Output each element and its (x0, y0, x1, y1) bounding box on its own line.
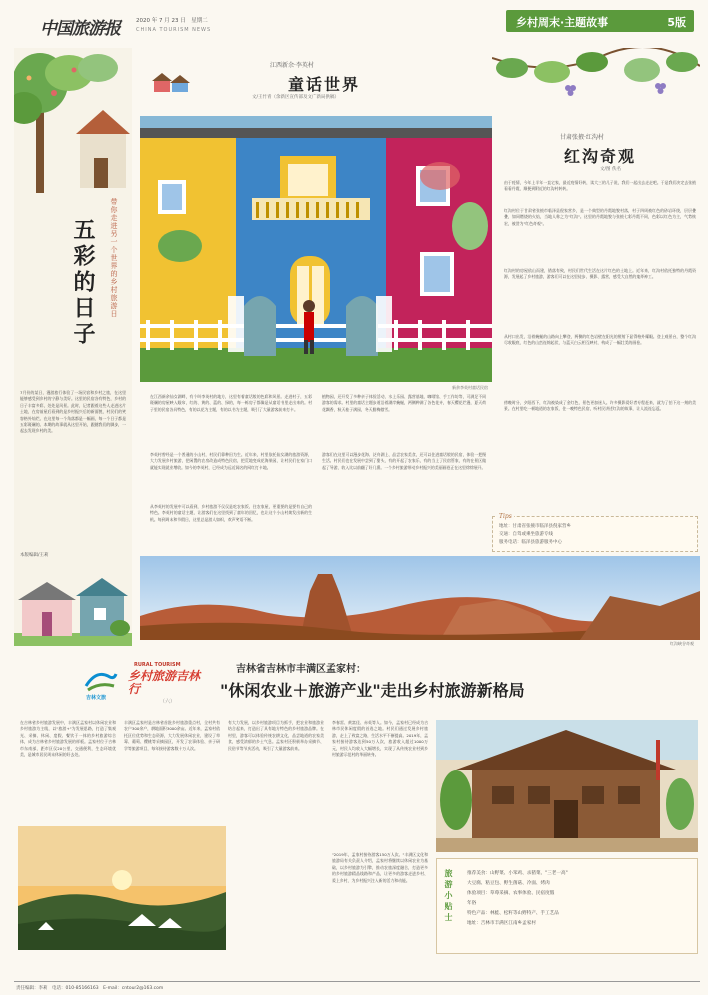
article3-col2: 丰满区孟家村是吉林省首批乡村旅游重点村，全村共有农户300余户，耕地面积3000余亩。近年来，孟家村依托区位优势和生态资源，大力发展休闲农业，建设了草莓、葡萄、樱桃等采摘园区，开发了农事体验、亲子研学等旅游项目，每年接待游客数十万人次。 (124, 720, 220, 751)
jilin-logo-text: 吉林文旅 (86, 695, 107, 701)
article1-body-2: 李英村曾经是一个普通的小山村，村民们靠种田为生。近年来，村里依托仙女湖的旅游资源，大力发展乡村旅游，把闲置的农房改造成特色民宿，把荒地变成花海果园，让村民们在家门口就能实现就业增收。如今的李英村，已经成为远近闻名的网红打卡地。 (150, 452, 312, 470)
article1-body-1: 在江西新余仙女湖畔，有个叫李英村的地方，这里有着童话般的色彩和风景。走进村子，五彩斑斓的房屋映入眼帘，红的、黄的、蓝的、绿的，每一栋房子都像是从童话书里走出来的。村子里的民宿各具特色，有的以花为主题，有的以书为主题，吸引了大量游客前来打卡。 (150, 394, 312, 412)
issue-date: 2020 年 7 月 23 日 星期二 (136, 18, 208, 24)
tips-tag: Tips (499, 513, 512, 520)
newspaper-logo: 中国旅游报 (40, 19, 120, 39)
article2-kicker: 甘肃张掖·红沟村 (560, 134, 604, 141)
jilin-culture-logo (84, 668, 118, 694)
tips-item: 年俗 (467, 901, 477, 906)
article3-col1: 在吉林省乡村旅游发展中，丰满区孟家村以休闲农业和乡村旅游为主线，以"旅游+"为发展思路，打造了集观光、采摘、休闲、度假、餐饮于一体的乡村旅游综合体，成为吉林省乡村旅游发展的样板。孟家村位于吉林市东南部，距市区仅20公里，交通便利，生态环境优美，是城市居民周末休闲的好去处。 (20, 720, 116, 758)
footer-rule (14, 981, 700, 982)
section-header (506, 10, 694, 32)
travel-tips-list (467, 869, 693, 929)
tips-line: 地址：甘肃省张掖市临泽县倪家营乡 (499, 524, 571, 529)
cottage-illustration (14, 568, 132, 646)
article2-title: 红沟奇观 (564, 147, 637, 166)
article2-body-5: 傍晚时分，夕阳西下，红沟被染成了金红色，景色更加迷人。许多摄影爱好者专程赶来，就为了拍下这一刻的美景。在村里吃一顿地道的农家饭，住一晚特色民宿，听村民讲述红沟的故事，让人流连忘返。 (504, 400, 696, 412)
tips-line: 服务电话：临泽县旅游服务中心 (499, 540, 562, 545)
article1-body-4: 植物园，还开发了多种亲子体验活动，水上乐园、露营基地、咖啡馆、手工作坊等，可满足不同游客的需求。村里的童话主题步道沿着湖岸蜿蜒，两侧种满了各色花卉，春天樱花烂漫，夏天荷花飘香，秋天桂子满园，冬天腊梅傲雪。 (322, 394, 486, 412)
tips-item: 特色产品：林蛙、松籽等山野特产、手工艺品 (467, 911, 559, 916)
article1-kicker: 江西新余·李英村 (270, 62, 314, 69)
article3-col5: "2019年，孟家村接待游客150万人次。"丰满区文化和旅游局有关负责人介绍，孟家村将继续以休闲农业为基础，以乡村旅游为引擎，推动农旅深度融合，打造更多的乡村旅游精品线路和产品，让更多的游客走进乡村、爱上乡村，为乡村振兴注入新的活力和动能。 (332, 852, 428, 883)
article2-body-1: 由于疫情，今年上半年一直宅家，最近疫情好转，读大三的儿子说，我们一起出去走走吧。于是我们决定去张掖看看丹霞，顺便到附近的红沟村转转。 (504, 180, 696, 192)
house-sketch-icon (152, 70, 192, 92)
travel-tips-title: 旅游小贴士 (444, 869, 453, 924)
headline-kicker: 吉林省吉林市丰满区孟家村： (236, 664, 366, 675)
masthead-pinyin: CHINA TOURISM NEWS (136, 27, 212, 33)
tree-illustration (14, 48, 132, 198)
article1-body-3: 从李英村的发展中可以看到，乡村旅游不仅仅是吃农家饭、住农家屋，更重要的是要有自己的特色。李英村的童话主题，让游客们在这里找到了童年的回忆，也让这个小山村焕发出新的生机。每到周末和节假日，这里总是游人如织，欢声笑语不断。 (150, 504, 312, 522)
page-number: 5版 (667, 16, 686, 29)
article1-byline: 文/王竹青（余新区宣传部及文广新局供稿） (252, 95, 340, 100)
article-red-gully (500, 48, 700, 554)
article3-col3: 有大力发展，以乡村旅游项目为抓手，把农业和旅游业结合起来，打造出了具有地方特色的乡村旅游品牌。在村里，游客可以体验传统农耕文化，品尝地道的农家美食，感受浓郁的乡土气息。孟家村还积极举办采摘节、民俗节等节庆活动，吸引了大量游客前来。 (228, 720, 324, 751)
article1-body-5: 游客们在这里可以漫步花海、泛舟湖上、品尝农家美食，还可以住进童话般的民宿，体验一把慢生活。村民们也在发展中尝到了甜头，有的开起了农家乐，有的当上了民宿管家，有的在景区做起了导游，收入比以前翻了好几番。一个乡村旅游带动乡村振兴的美丽画卷正在这里徐徐展开。 (322, 452, 486, 470)
article2-body-4: 从村口出发，沿着蜿蜒的山路向上攀登，两侧的红色岩壁在阳光的照射下显得格外耀眼。登上观景台，整个红沟尽收眼底，红色的山峦连绵起伏，与蓝天白云相互映衬，构成了一幅壮美的画卷。 (504, 334, 696, 346)
article2-byline: 文/图 佚名 (600, 167, 621, 172)
masthead (0, 0, 708, 44)
grape-vine-decoration (492, 48, 700, 118)
article-mengjia (14, 718, 700, 978)
mengjia-village-photo (18, 826, 226, 950)
wooden-house-photo (436, 720, 698, 852)
article2-body-2: 红沟村位于甘肃省张掖市临泽县倪家营乡，是一个典型的丹霞地貌村落，村子四周被红色的砂岩环绕，层层叠叠，如同燃烧的火焰，当地人称之为"红沟"。这里的丹霞地貌与张掖七彩丹霞不同，色彩以红色为主，气势恢宏，被誉为"红色奇观"。 (504, 208, 696, 226)
tips-box-red-gully (492, 513, 698, 552)
left-body: 7月份的某日，漫游旅行体验了一场民宿和乡村之旅，在这里能够感受到乡村的宁静与美好。这里的民宿各有特色，乡村的日子丰富多彩，处处是风景。此时，记者跟着这些人走进这片土地，在房前屋后看到的是乡村振兴后的新面貌，村民们的笑容格外灿烂。在这里每一个角落都是一幅画，每一个日子都是五彩斑斓的。本期的故事就从这里开始，跟随我们的脚步，一起去发现乡村的美。 (20, 390, 126, 434)
left-column (14, 48, 132, 646)
article1-photo-caption: 新余李英村童话民宿 (452, 385, 488, 390)
left-title: 五彩的日子 (70, 218, 96, 348)
headline-main: "休闲农业＋旅游产业"走出乡村旅游新格局 (220, 681, 525, 700)
section-title: 乡村周末·主题故事 (516, 16, 609, 29)
tips-line: 交通：自驾或乘坐旅游专线 (499, 532, 553, 537)
left-author: 本版编辑/王莉 (20, 553, 49, 558)
article2-body-3: 红沟村的房屋依山而建，错落有致，村民们世代生活在这片红色的土地上。近年来，红沟村依托独特的丹霞资源，发展起了乡村旅游，游客们可以在这里徒步、摄影、露营，感受大自然的鬼斧神工。 (504, 268, 696, 280)
article1-title: 童话世界 (288, 75, 361, 94)
rural-tourism-title: 乡村旅游吉林行 (128, 669, 201, 696)
rural-tourism-subtitle: RURAL TOURISM (134, 662, 181, 668)
series-badge: （六） (160, 699, 176, 705)
fairy-tale-house-photo (140, 116, 492, 382)
red-gully-landscape-photo (140, 556, 700, 640)
travel-tips-box (436, 858, 698, 954)
tips-item: 大豆腐、粘豆包、野生菌菇、冷面、烤肉 (467, 881, 550, 886)
left-tagline: 带你走进另一个世界的乡村旅游日 (110, 198, 118, 318)
tips-item: 推荐美食：山野菜、小笨鸡、杀猪菜、"三老一高" (467, 871, 568, 876)
jilin-banner (14, 650, 700, 720)
landscape-caption: 红沟峡谷奇观 (670, 641, 694, 646)
tips-item: 体验项目：草莓采摘、农事体验、民宿度假 (467, 891, 555, 896)
tips-item: 地址：吉林市丰满区江南乡孟家村 (467, 921, 536, 926)
article3-col4: 李春雷、黄富佳、赤英等人。如今，孟家村已经成为吉林市民休闲度假的首选之地。村民们通过发展乡村旅游，走上了致富之路，生活水平不断提高。2019年，孟家村接待游客达到50万人次，旅游收入超过1000万元，村民人均收入大幅增长，实现了从传统农业村到乡村旅游示范村的华丽转身。 (332, 720, 428, 758)
footer-credits: 责任编辑：李莉 电话：010-85166163 E-mail：cntour2@163.com (16, 986, 164, 991)
